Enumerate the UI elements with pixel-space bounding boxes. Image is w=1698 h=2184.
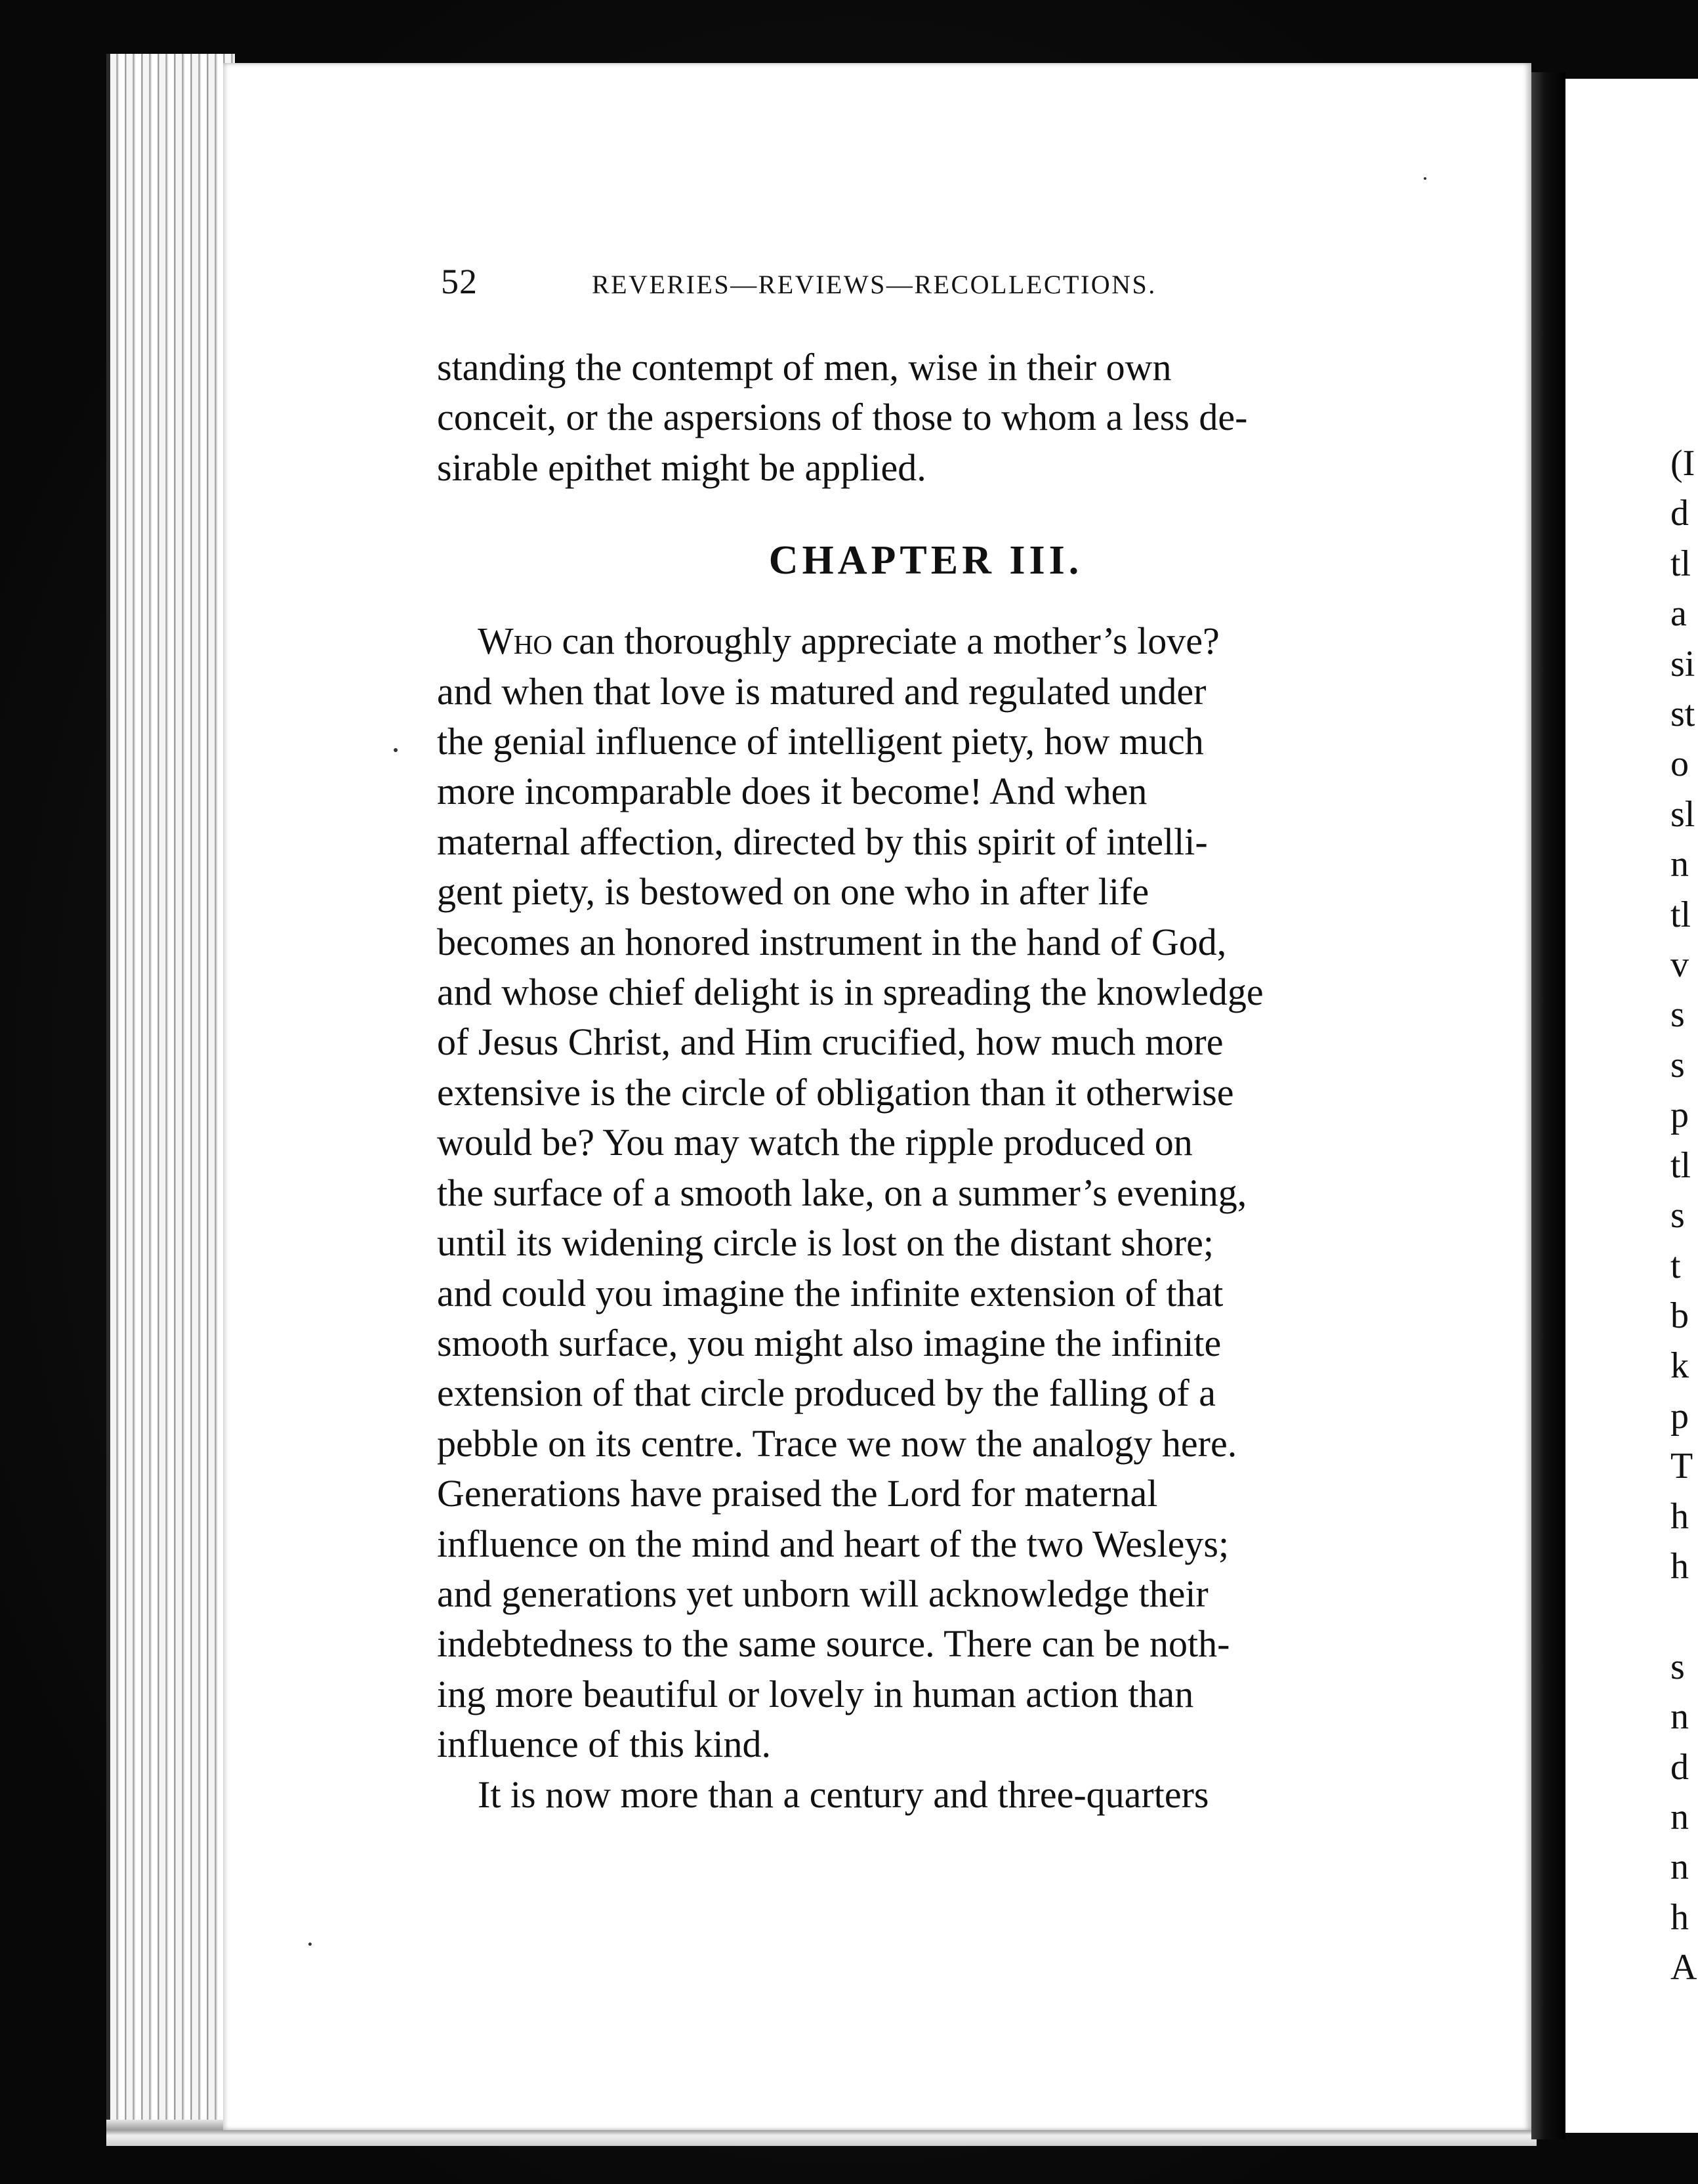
text-line: more incomparable does it become! And when — [437, 770, 1148, 813]
text-line: sirable epithet might be applied. — [437, 446, 926, 489]
text-line — [437, 616, 1415, 666]
chapter-heading: CHAPTER III. — [768, 538, 1083, 583]
facing-page-fragment: p — [1670, 1395, 1689, 1437]
scan-speck — [308, 1942, 312, 1946]
opening-word-rest: ho — [513, 620, 552, 663]
text-line: indebtedness to the same source. There can be noth- — [437, 1622, 1230, 1666]
facing-page-fragment: b — [1670, 1295, 1689, 1336]
facing-page-fragment: T — [1670, 1446, 1693, 1487]
text-line: and generations yet unborn will acknowledge their — [437, 1572, 1209, 1615]
text-line: until its widening circle is lost on the distant shore; — [437, 1221, 1214, 1265]
text-line: of Jesus Christ, and Him crucified, how much more — [437, 1020, 1224, 1064]
text-line: and could you imagine the infinite extension of that — [437, 1271, 1224, 1314]
text-line: maternal affection, directed by this spirit of intelli- — [437, 820, 1208, 863]
facing-page-fragment: si — [1670, 643, 1695, 684]
facing-page-fragment: A — [1670, 1947, 1697, 1988]
text-line: ing more beautiful or lovely in human action than — [437, 1672, 1194, 1715]
facing-page-fragment: tl — [1670, 894, 1691, 935]
facing-page-fragment: n — [1670, 1796, 1689, 1838]
chapter-paragraph-1 — [437, 616, 1415, 1769]
running-head — [441, 261, 1425, 314]
text-line: the genial influence of intelligent piety, how much — [437, 720, 1204, 763]
facing-page-fragment: d — [1670, 493, 1689, 534]
text-line: and when that love is matured and regulated under — [437, 669, 1207, 713]
text-line: Generations have praised the Lord for maternal — [437, 1472, 1158, 1515]
text-line: extensive is the circle of obligation than it otherwise — [437, 1070, 1234, 1114]
book-page-edges — [106, 54, 235, 2141]
continued-paragraph — [437, 343, 1415, 493]
page-number: 52 — [441, 262, 478, 301]
facing-page-fragment: h — [1670, 1496, 1689, 1537]
text-line: pebble on its centre. Trace we now the analogy here. — [437, 1421, 1237, 1465]
facing-page-fragment: n — [1670, 1696, 1689, 1738]
facing-page-fragment: n — [1670, 1847, 1689, 1888]
text-line: extension of that circle produced by the falling of a — [437, 1372, 1216, 1415]
text-line: the surface of a smooth lake, on a summer’s evening, — [437, 1171, 1247, 1214]
text-line: influence on the mind and heart of the two Wesleys; — [437, 1522, 1230, 1565]
opening-initial: W — [478, 620, 514, 663]
facing-page-gap — [1670, 1591, 1697, 1641]
facing-page-fragment: a — [1670, 593, 1687, 635]
text-line: and whose chief delight is in spreading the knowledge — [437, 971, 1264, 1014]
facing-page-fragment: h — [1670, 1897, 1689, 1938]
text-line: standing the contempt of men, wise in their own — [437, 346, 1172, 388]
facing-page-fragment: d — [1670, 1746, 1689, 1788]
facing-page-sliver — [1565, 79, 1698, 2133]
facing-page-fragment: h — [1670, 1545, 1689, 1587]
facing-page-fragment: p — [1670, 1095, 1689, 1136]
facing-page-fragment: n — [1670, 844, 1689, 885]
facing-page-fragment: (I — [1670, 443, 1695, 484]
opening-line-remainder: can thoroughly appreciate a mother’s love? — [552, 620, 1220, 663]
facing-page-fragment: t — [1670, 1245, 1681, 1286]
facing-page-fragment: st — [1670, 694, 1695, 735]
running-title: REVERIES—REVIEWS—RECOLLECTIONS. — [592, 270, 1157, 299]
text-line: would be? You may watch the ripple produced on — [437, 1121, 1193, 1164]
facing-page-fragment: s — [1670, 994, 1685, 1036]
text-line: smooth surface, you might also imagine the infinite — [437, 1321, 1222, 1364]
chapter-paragraph-2 — [437, 1770, 1415, 1820]
facing-page-fragment: tl — [1670, 1144, 1691, 1186]
facing-page-fragment: s — [1670, 1195, 1685, 1236]
facing-page-fragment: v — [1670, 944, 1689, 986]
facing-page-text-fragments — [1670, 438, 1697, 1993]
text-line: influence of this kind. — [437, 1723, 772, 1766]
scan-speck — [394, 748, 398, 752]
facing-page-fragment: k — [1670, 1345, 1689, 1387]
text-line: conceit, or the aspersions of those to whom a less de- — [437, 396, 1248, 439]
text-line: It is now more than a century and three-quarters — [478, 1773, 1209, 1816]
text-block — [437, 343, 1415, 1820]
text-line: becomes an honored instrument in the hand of God, — [437, 920, 1227, 963]
book-gutter — [1531, 72, 1565, 2139]
facing-page-fragment: sl — [1670, 793, 1695, 835]
text-line: gent piety, is bestowed on one who in after life — [437, 870, 1149, 914]
scan-speck — [1424, 177, 1426, 180]
facing-page-fragment: s — [1670, 1044, 1685, 1085]
facing-page-fragment: o — [1670, 744, 1689, 785]
facing-page-fragment: s — [1670, 1646, 1685, 1687]
facing-page-fragment: tl — [1670, 543, 1691, 584]
